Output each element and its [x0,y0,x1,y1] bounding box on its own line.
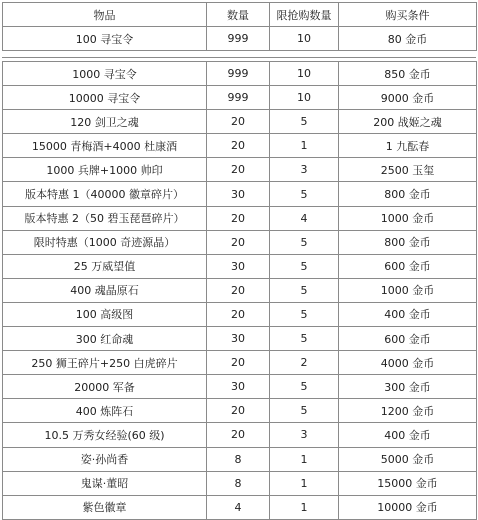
cell-item: 250 狮王碎片+250 白虎碎片 [3,351,207,375]
cell-item: 20000 军备 [3,375,207,399]
cell-limit: 5 [270,302,339,326]
table-row [3,134,477,158]
table-row [3,230,477,254]
table-row [3,302,477,326]
header-condition: 购买条件 [339,3,477,27]
cell-limit: 1 [270,495,339,519]
cell-item: 鬼谋·董昭 [3,471,207,495]
cell-item: 1000 兵牌+1000 帅印 [3,158,207,182]
cell-condition: 200 战姬之魂 [339,110,477,134]
cell-condition: 400 金币 [339,423,477,447]
cell-condition: 850 金币 [339,62,477,86]
cell-item: 10000 寻宝令 [3,86,207,110]
cell-limit: 10 [270,86,339,110]
cell-item: 120 剑卫之魂 [3,110,207,134]
table-row [3,110,477,134]
cell-quantity: 20 [207,399,270,423]
header-table [2,2,477,51]
cell-quantity: 30 [207,254,270,278]
table-row [3,351,477,375]
cell-limit: 1 [270,471,339,495]
table-row [3,278,477,302]
cell-condition: 10000 金币 [339,495,477,519]
cell-item: 紫色徽章 [3,495,207,519]
cell-quantity: 999 [207,27,270,51]
cell-item: 300 红命魂 [3,327,207,351]
cell-condition: 1000 金币 [339,278,477,302]
table-row [3,471,477,495]
cell-condition: 800 金币 [339,182,477,206]
cell-quantity: 8 [207,471,270,495]
cell-limit: 4 [270,206,339,230]
cell-condition: 600 金币 [339,327,477,351]
cell-limit: 5 [270,399,339,423]
header-purchase-limit: 限抢购数量 [270,3,339,27]
cell-quantity: 20 [207,134,270,158]
cell-item: 姿·孙尚香 [3,447,207,471]
cell-limit: 5 [270,182,339,206]
cell-quantity: 20 [207,302,270,326]
table-row [3,158,477,182]
cell-item: 版本特惠 1（40000 徽章碎片） [3,182,207,206]
cell-item: 15000 青梅酒+4000 杜康酒 [3,134,207,158]
separator-line [2,57,476,58]
table-row [3,399,477,423]
table-row [3,182,477,206]
table-row [3,375,477,399]
table-row [3,254,477,278]
table-row [3,86,477,110]
cell-limit: 3 [270,423,339,447]
cell-item: 10.5 万秀女经验(60 级) [3,423,207,447]
cell-quantity: 30 [207,375,270,399]
cell-quantity: 4 [207,495,270,519]
cell-item: 版本特惠 2（50 碧玉琵琶碎片） [3,206,207,230]
cell-item: 限时特惠（1000 奇迹源晶） [3,230,207,254]
cell-limit: 5 [270,110,339,134]
cell-condition: 80 金币 [339,27,477,51]
cell-limit: 1 [270,134,339,158]
cell-condition: 9000 金币 [339,86,477,110]
table-row [3,447,477,471]
items-table [2,61,477,520]
cell-condition: 1000 金币 [339,206,477,230]
cell-condition: 2500 玉玺 [339,158,477,182]
cell-condition: 400 金币 [339,302,477,326]
cell-limit: 5 [270,230,339,254]
cell-item: 400 魂晶原石 [3,278,207,302]
cell-quantity: 20 [207,206,270,230]
cell-quantity: 30 [207,327,270,351]
cell-limit: 3 [270,158,339,182]
cell-quantity: 8 [207,447,270,471]
items-body [3,62,477,520]
cell-item: 25 万威望值 [3,254,207,278]
table-row [3,27,477,51]
cell-condition: 300 金币 [339,375,477,399]
cell-condition: 5000 金币 [339,447,477,471]
cell-limit: 2 [270,351,339,375]
header-item: 物品 [3,3,207,27]
header-row [3,3,477,27]
cell-condition: 1 九酝春 [339,134,477,158]
cell-limit: 5 [270,278,339,302]
cell-condition: 1200 金币 [339,399,477,423]
cell-limit: 5 [270,327,339,351]
cell-condition: 800 金币 [339,230,477,254]
cell-limit: 10 [270,27,339,51]
cell-item: 100 寻宝令 [3,27,207,51]
cell-condition: 4000 金币 [339,351,477,375]
table-row [3,495,477,519]
cell-quantity: 999 [207,62,270,86]
cell-limit: 10 [270,62,339,86]
header-quantity: 数量 [207,3,270,27]
cell-limit: 1 [270,447,339,471]
table-row [3,62,477,86]
cell-limit: 5 [270,375,339,399]
cell-quantity: 30 [207,182,270,206]
cell-condition: 15000 金币 [339,471,477,495]
cell-quantity: 20 [207,351,270,375]
cell-quantity: 20 [207,278,270,302]
cell-quantity: 20 [207,110,270,134]
cell-quantity: 20 [207,423,270,447]
cell-item: 1000 寻宝令 [3,62,207,86]
cell-quantity: 20 [207,158,270,182]
table-row [3,206,477,230]
cell-limit: 5 [270,254,339,278]
cell-quantity: 999 [207,86,270,110]
cell-quantity: 20 [207,230,270,254]
cell-item: 100 高级图 [3,302,207,326]
cell-item: 400 炼阵石 [3,399,207,423]
table-row [3,327,477,351]
cell-condition: 600 金币 [339,254,477,278]
table-row [3,423,477,447]
